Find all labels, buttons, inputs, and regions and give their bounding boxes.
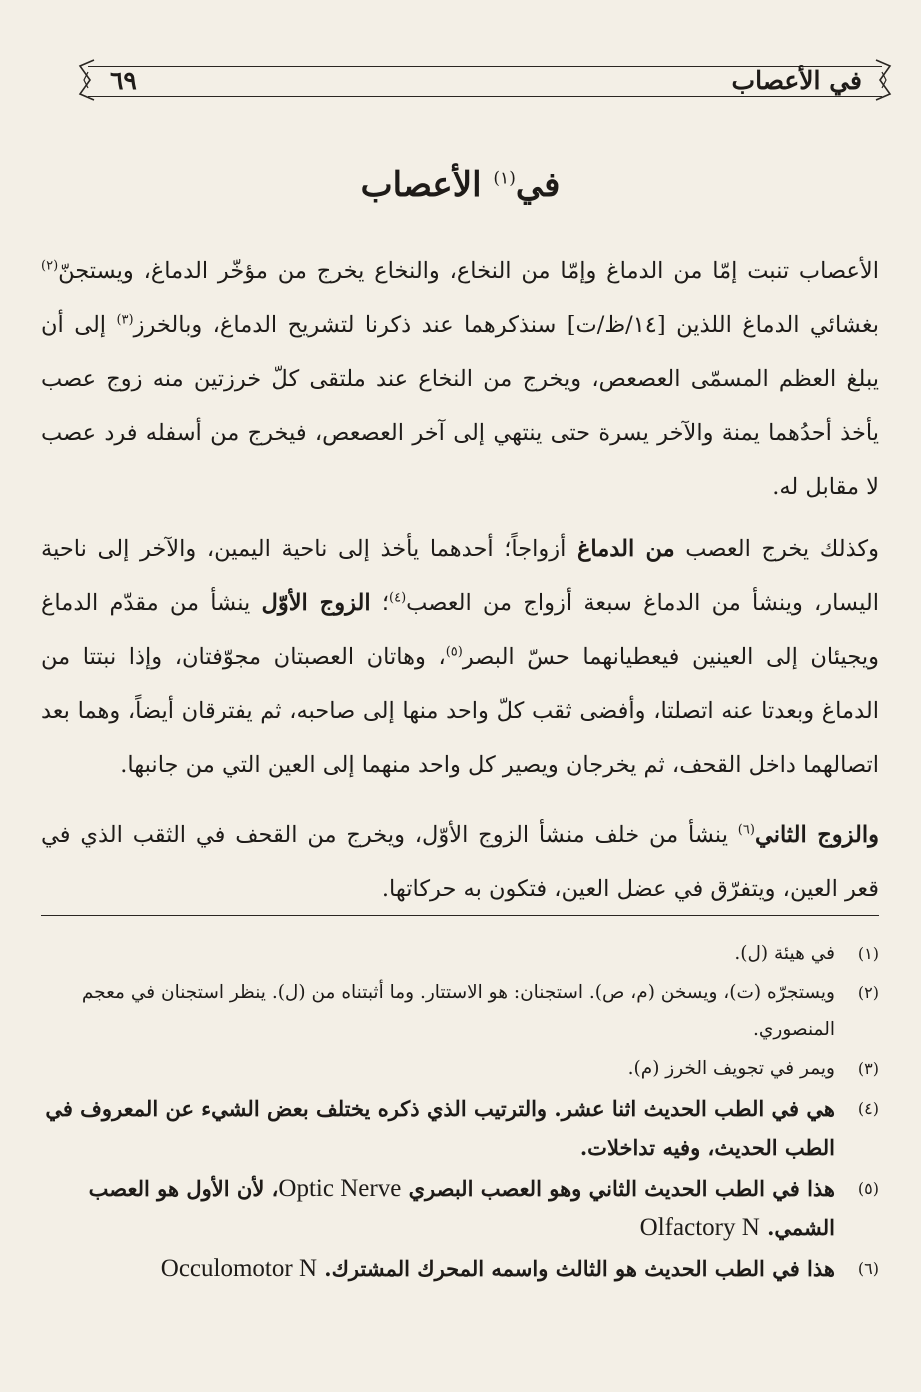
footnote-text: هي في الطب الحديث اثنا عشر. والترتيب الذي ذكره يختلف بعض الشيء عن المعروف في الطب الحديث، وفيه تداخلات. bbox=[45, 1096, 835, 1160]
footnote-4 bbox=[41, 1089, 879, 1167]
footnote-ref[interactable]: (٥) bbox=[445, 644, 463, 660]
text-run: ينشأ من خلف منشأ الزوج الأوّل، ويخرج من القحف في الثقب الذي في قعر العين، ويتفرّق في عضل العين، فتكون به حركاتها. bbox=[41, 822, 879, 902]
latin-term: Olfactory N bbox=[639, 1214, 760, 1241]
footnote-ref[interactable]: (٣) bbox=[116, 312, 134, 328]
footnote-6 bbox=[41, 1249, 879, 1288]
footnote-text: ويستجرّه (ت)، ويسخن (م، ص). استجنان: هو الاستتار. وما أثبتناه من (ل). ينظر استجنان في معجم المنصوري. bbox=[81, 982, 835, 1040]
bold-term: والزوج الثاني bbox=[754, 822, 879, 848]
latin-term: Optic Nerve bbox=[278, 1175, 402, 1202]
running-title: في الأعصاب bbox=[731, 66, 862, 95]
footnote-separator bbox=[41, 915, 879, 916]
footnote-ref[interactable]: (٦) bbox=[737, 822, 755, 838]
chapter-title-prefix: في bbox=[515, 165, 561, 205]
footnote-ref[interactable]: (٢) bbox=[41, 258, 59, 274]
page-number: ٦٩ bbox=[110, 66, 137, 95]
running-header bbox=[88, 58, 882, 102]
footnote-5 bbox=[41, 1169, 879, 1247]
paragraph-3 bbox=[41, 808, 879, 916]
footnote-text: في هيئة (ل). bbox=[734, 943, 835, 964]
chapter-title-main: الأعصاب bbox=[360, 165, 482, 205]
footnote-text: هذا في الطب الحديث هو الثالث واسمه المحرك المشترك. bbox=[317, 1256, 835, 1281]
text-run: الأعصاب تنبت إمّا من الدماغ وإمّا من النخاع، والنخاع يخرج من مؤخّر الدماغ، ويستجنّ bbox=[58, 258, 879, 284]
ornament-bracket-icon bbox=[874, 58, 892, 102]
text-run: ، وهاتان العصبتان مجوّفتان، وإذا نبتتا من الدماغ وبعدتا عنه اتصلتا، وأفضى ثقب كلّ واحد منها إلى صاحبه، ثم يفترقان أيضاً، وهما بعد اتصالهما داخل القحف، ثم يخرجان ويصير كل واحد منهما إلى العين التي من جانبها. bbox=[41, 644, 879, 778]
footnote-number: (٦) bbox=[857, 1259, 879, 1278]
footnote-2 bbox=[41, 974, 879, 1048]
text-run: إلى أن يبلغ العظم المسمّى العصعص، ويخرج من النخاع عند ملتقى كلّ خرزتين منه زوج عصب يأخذ أحدُهما يمنة والآخر يسرة حتى ينتهي إلى آخر العصعص، فيخرج من أسفله فرد عصب لا مقابل له. bbox=[41, 312, 879, 500]
footnote-text: ، لأن الأول هو العصب الشمي. bbox=[88, 1176, 835, 1240]
chapter-title bbox=[0, 165, 921, 205]
latin-term: Occulomotor N bbox=[160, 1255, 317, 1282]
footnote-ref[interactable]: (٤) bbox=[389, 590, 407, 606]
footnote-1 bbox=[41, 935, 879, 972]
bold-term: من الدماغ bbox=[576, 536, 675, 562]
footnote-number: (٥) bbox=[857, 1179, 879, 1198]
text-run: بغشائي الدماغ اللذين [١٤/ظ/ت] سنذكرهما عند ذكرنا لتشريح الدماغ، وبالخرز bbox=[133, 312, 879, 338]
header-bottom-rule bbox=[88, 96, 882, 97]
paragraph-2 bbox=[41, 522, 879, 792]
ornament-bracket-icon bbox=[78, 58, 96, 102]
footnote-3 bbox=[41, 1050, 879, 1087]
text-run: ؛ bbox=[370, 590, 389, 616]
footnote-number: (١) bbox=[857, 944, 879, 963]
paragraph-1 bbox=[41, 244, 879, 514]
footnote-ref[interactable]: (١) bbox=[493, 168, 516, 189]
footnote-number: (٤) bbox=[857, 1099, 879, 1118]
text-run: وكذلك يخرج العصب bbox=[674, 536, 879, 562]
text-run: أزواجاً؛ أحدهما يأخذ إلى ناحية اليمين، والآخر إلى ناحية اليسار، وينشأ من الدماغ سبعة أزواج من العصب bbox=[41, 536, 879, 616]
footnote-number: (٣) bbox=[857, 1059, 879, 1078]
footnotes bbox=[41, 935, 879, 1290]
text-run: ينشأ من مقدّم الدماغ ويجيئان إلى العينين فيعطيانهما حسّ البصر bbox=[41, 590, 879, 670]
footnote-text: ويمر في تجويف الخرز (م). bbox=[627, 1058, 835, 1079]
footnote-text: هذا في الطب الحديث الثاني وهو العصب البصري bbox=[401, 1176, 835, 1201]
bold-term: الزوج الأوّل bbox=[261, 590, 371, 616]
footnote-number: (٢) bbox=[857, 983, 879, 1002]
